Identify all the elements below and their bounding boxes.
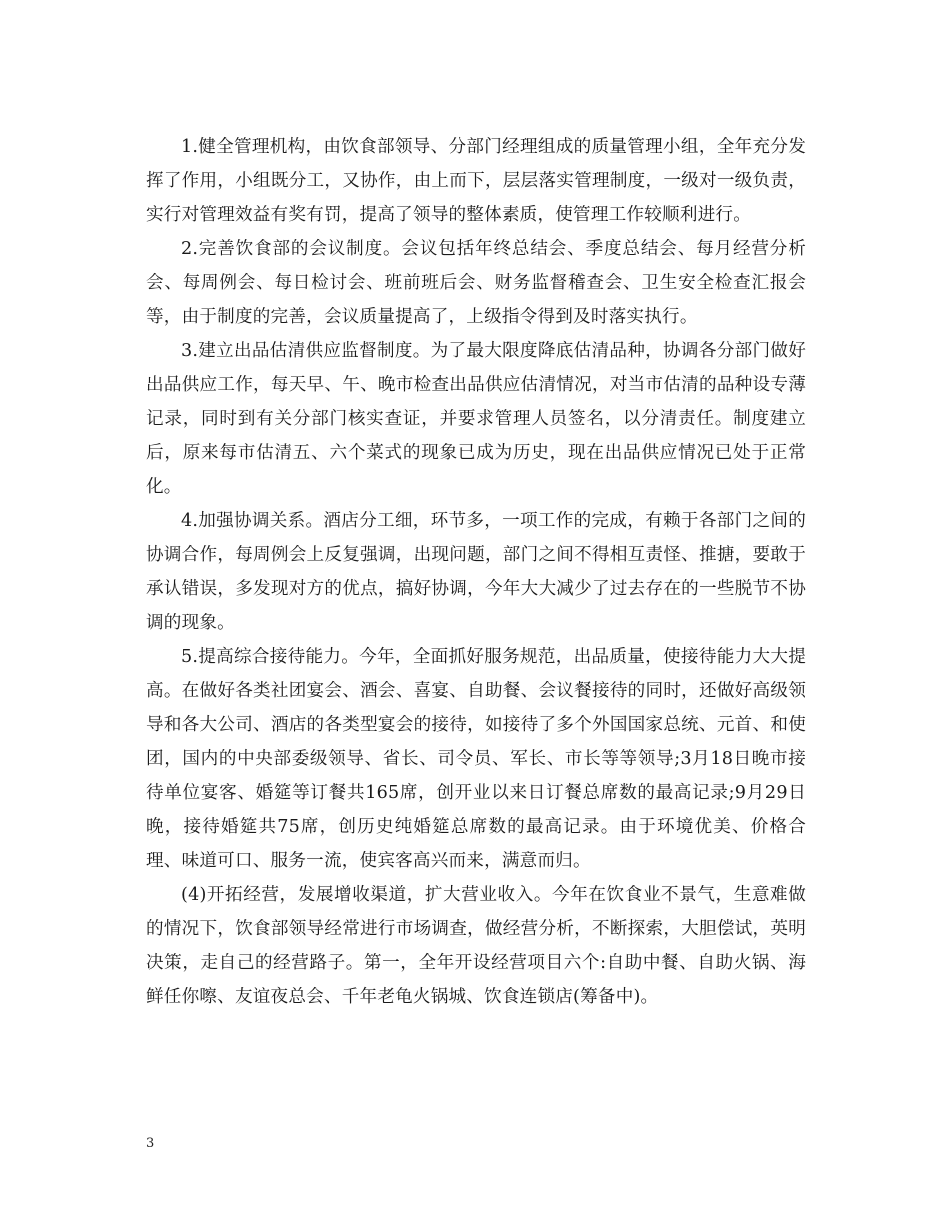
- paragraph-4: 4.加强协调关系。酒店分工细，环节多，一项工作的完成，有赖于各部门之间的协调合作，每周例会上反复强调，出现问题，部门之间不得相互责怪、推搪，要敢于承认错误，多发现对方的优点，搞好协调，今年大大减少了过去存在的一些脱节不协调的现象。: [146, 511, 806, 633]
- paragraph-3: 3.建立出品估清供应监督制度。为了最大限度降底估清品种，协调各分部门做好出品供应工作，每天早、午、晚市检查出品供应估清情况，对当市估清的品种设专薄记录，同时到有关分部门核实查证，并要求管理人员签名，以分清责任。制度建立后，原来每市估清五、六个菜式的现象已成为历史，现在出品供应情况已处于正常化。: [146, 341, 806, 497]
- document-body: [146, 130, 806, 1014]
- page-number: 3: [146, 1136, 155, 1151]
- paragraph-2: 2.完善饮食部的会议制度。会议包括年终总结会、季度总结会、每月经营分析会、每周例会、每日检讨会、班前班后会、财务监督稽查会、卫生安全检查汇报会等，由于制度的完善，会议质量提高了，上级指令得到及时落实执行。: [146, 239, 806, 327]
- paragraph-6: (4)开拓经营，发展增收渠道，扩大营业收入。今年在饮食业不景气，生意难做的情况下，饮食部领导经常进行市场调查，做经营分析，不断探索，大胆偿试，英明决策，走自己的经营路子。第一，全年开设经营项目六个:自助中餐、自助火锅、海鲜任你嚓、友谊夜总会、千年老龟火锅城、饮食连锁店(筹备中)。: [146, 885, 806, 1007]
- paragraph-5: 5.提高综合接待能力。今年，全面抓好服务规范，出品质量，使接待能力大大提高。在做好各类社团宴会、酒会、喜宴、自助餐、会议餐接待的同时，还做好高级领导和各大公司、酒店的各类型宴会的接待，如接待了多个外国国家总统、元首、和使团，国内的中央部委级领导、省长、司令员、军长、市长等等领导;3月18日晚市接待单位宴客、婚筵等订餐共165席，创开业以来日订餐总席数的最高记录;9月29日晚，接待婚筵共75席，创历史纯婚筵总席数的最高记录。由于环境优美、价格合理、味道可口、服务一流，使宾客高兴而来，满意而归。: [146, 647, 806, 871]
- paragraph-1: 1.健全管理机构，由饮食部领导、分部门经理组成的质量管理小组，全年充分发挥了作用，小组既分工，又协作，由上而下，层层落实管理制度，一级对一级负责，实行对管理效益有奖有罚，提高了领导的整体素质，使管理工作较顺利进行。: [146, 137, 806, 225]
